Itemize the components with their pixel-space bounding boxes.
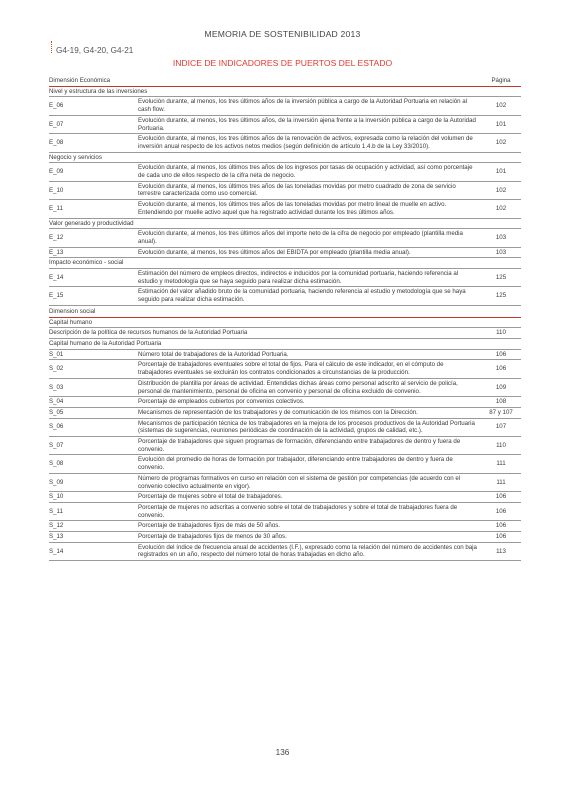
indicator-code: S_09	[49, 473, 136, 491]
indicator-code: S_14	[49, 542, 136, 560]
indicator-code: E_15	[49, 287, 136, 305]
indicator-row	[49, 247, 521, 258]
indicator-row	[49, 473, 521, 491]
indicator-row	[49, 287, 521, 305]
indicator-page: 113	[481, 542, 521, 560]
indicator-page: 106	[481, 492, 521, 503]
subsection-row	[49, 218, 521, 229]
subsection-title: Impacto económico - social	[49, 258, 521, 269]
document-title: MEMORIA DE SOSTENIBILIDAD 2013	[204, 29, 361, 39]
indicator-page: 106	[481, 349, 521, 360]
indicator-description: Porcentaje de trabajadores fijos de menos de 30 años.	[136, 532, 481, 543]
indicator-row	[49, 349, 521, 360]
indicator-page: 106	[481, 532, 521, 543]
policy-description: Descripción de la política de recursos humanos de la Autoridad Portuaria	[49, 328, 481, 339]
indicator-page: 101	[481, 115, 521, 133]
indicator-row	[49, 163, 521, 181]
subsection-title: Capital humano	[49, 317, 521, 328]
indicator-page: 125	[481, 287, 521, 305]
policy-row	[49, 328, 521, 339]
indicator-row	[49, 407, 521, 418]
indicator-description: Evolución durante, al menos, los tres últimos años del importe neto de la cifra de negocio por empleado (plantilla media anual).	[136, 229, 481, 247]
indicator-row	[49, 532, 521, 543]
indicator-code: E_09	[49, 163, 136, 181]
page-number: 136	[275, 748, 290, 757]
indicator-page: 87 y 107	[481, 407, 521, 418]
indicator-page: 102	[481, 134, 521, 152]
indicator-page: 106	[481, 360, 521, 378]
gri-marker	[51, 41, 52, 53]
indicator-table	[49, 74, 521, 561]
indicator-page: 106	[481, 502, 521, 520]
indicator-row	[49, 97, 521, 115]
gri-reference: G4-19, G4-20, G4-21	[56, 46, 134, 55]
indicator-row	[49, 492, 521, 503]
indicator-code: S_10	[49, 492, 136, 503]
indicator-page: 106	[481, 521, 521, 532]
subsection-title: Nivel y estructura de las inversiones	[49, 86, 521, 97]
indicator-code: S_12	[49, 521, 136, 532]
indicator-row	[49, 455, 521, 473]
column-header-page: Página	[481, 74, 521, 86]
column-header-dimension: Dimensión Económica	[49, 74, 481, 86]
index-title: INDICE DE INDICADORES DE PUERTOS DEL ESTADO	[172, 58, 393, 68]
indicator-row	[49, 229, 521, 247]
indicator-code: E_07	[49, 115, 136, 133]
indicator-code: E_12	[49, 229, 136, 247]
indicator-description: Evolución durante, al menos, los tres últimos años de la renovación de activos, expresada como la relación del volumen de inversión anual respecto de los activos netos medios (según definición de artículo 1.4.b de la Ley 33/2010).	[136, 134, 481, 152]
indicator-page: 109	[481, 378, 521, 396]
indicator-description: Mecanismos de participación técnica de los trabajadores en la mejora de los procesos productivos de la Autoridad Portuaria (sistemas de sugerencias, reuniones periódicas de coordinación de la actividad, grupos de calidad, etc.).	[136, 418, 481, 436]
indicator-page: 110	[481, 437, 521, 455]
subsection-row	[49, 338, 521, 349]
indicator-row	[49, 200, 521, 218]
subsection-row	[49, 152, 521, 163]
indicator-code: E_14	[49, 269, 136, 287]
subsection-title: Capital humano de la Autoridad Portuaria	[49, 338, 521, 349]
indicator-description: Evolución durante, al menos, los últimos tres años de las toneladas movidas por metro cuadrado de zona de servicio terrestre caracterizada como uso comercial.	[136, 181, 481, 199]
indicator-code: S_13	[49, 532, 136, 543]
indicator-code: E_13	[49, 247, 136, 258]
indicator-page: 108	[481, 397, 521, 408]
indicator-description: Porcentaje de trabajadores que siguen programas de formación, diferenciando entre trabajadores de dentro y fuera de convenio.	[136, 437, 481, 455]
indicator-page: 103	[481, 247, 521, 258]
indicator-description: Evolución durante, al menos, los últimos tres años de las toneladas movidas por metro lineal de muelle en activo. Entendiendo por muelle activo aquel que ha registrado actividad durante los tres últimos años.	[136, 200, 481, 218]
indicator-code: S_06	[49, 418, 136, 436]
indicator-description: Evolución durante, al menos, los últimos tres años de los ingresos por tasas de ocupación y actividad, así como porcentaje de cada uno de ellos respecto de la cifra neta de negocio.	[136, 163, 481, 181]
indicator-description: Estimación del valor añadido bruto de la comunidad portuaria, haciendo referencia al estudio y metodología que se haya seguido para realizar dicha estimación.	[136, 287, 481, 305]
indicator-page: 102	[481, 200, 521, 218]
indicator-code: S_01	[49, 349, 136, 360]
indicator-code: E_06	[49, 97, 136, 115]
indicator-row	[49, 437, 521, 455]
indicator-description: Porcentaje de mujeres sobre el total de trabajadores.	[136, 492, 481, 503]
indicator-description: Evolución durante, al menos, los tres últimos años, de la inversión ajena frente a la inversión pública a cargo de la Autoridad Portuaria.	[136, 115, 481, 133]
indicator-code: S_04	[49, 397, 136, 408]
indicator-page: 101	[481, 163, 521, 181]
indicator-row	[49, 542, 521, 560]
dimension-row	[49, 305, 521, 317]
subsection-title: Negocio y servicios	[49, 152, 521, 163]
indicator-description: Estimación del número de empleos directos, indirectos e inducidos por la comunidad portuaria, haciendo referencia al estudio y metodología que se haya seguido para realizar dicha estimación.	[136, 269, 481, 287]
indicator-description: Porcentaje de trabajadores eventuales sobre el total de fijos. Para el cálculo de este indicador, en el cómputo de trabajadores eventuales se excluirán los contratos condicionados a circunstancias de la producción.	[136, 360, 481, 378]
indicator-description: Evolución durante, al menos, los tres últimos años de la inversión pública a cargo de la Autoridad Portuaria en relación al cash flow.	[136, 97, 481, 115]
indicator-page: 111	[481, 473, 521, 491]
table-header-row	[49, 74, 521, 86]
indicator-description: Porcentaje de empleados cubiertos por convenios colectivos.	[136, 397, 481, 408]
indicator-description: Mecanismos de representación de los trabajadores y de comunicación de los mismos con la Dirección.	[136, 407, 481, 418]
indicator-code: E_08	[49, 134, 136, 152]
indicator-page: 103	[481, 229, 521, 247]
indicator-description: Número total de trabajadores de la Autoridad Portuaria.	[136, 349, 481, 360]
indicator-row	[49, 418, 521, 436]
subsection-row	[49, 317, 521, 328]
indicator-row	[49, 115, 521, 133]
indicator-code: S_05	[49, 407, 136, 418]
indicator-page: 111	[481, 455, 521, 473]
indicator-row	[49, 397, 521, 408]
dimension-title: Dimension social	[49, 305, 521, 317]
indicator-row	[49, 181, 521, 199]
indicator-page: 125	[481, 269, 521, 287]
indicator-code: S_03	[49, 378, 136, 396]
indicator-code: E_10	[49, 181, 136, 199]
indicator-row	[49, 521, 521, 532]
indicator-page: 102	[481, 181, 521, 199]
subsection-title: Valor generado y productividad	[49, 218, 521, 229]
indicator-page: 107	[481, 418, 521, 436]
subsection-row	[49, 86, 521, 97]
indicator-row	[49, 378, 521, 396]
indicator-description: Porcentaje de trabajadores fijos de más de 50 años.	[136, 521, 481, 532]
indicator-row	[49, 360, 521, 378]
indicator-code: S_11	[49, 502, 136, 520]
indicator-code: S_02	[49, 360, 136, 378]
indicator-code: S_08	[49, 455, 136, 473]
indicator-row	[49, 134, 521, 152]
indicator-description: Evolución durante, al menos, los tres últimos años del EBIDTA por empleado (plantilla media anual).	[136, 247, 481, 258]
indicator-code: S_07	[49, 437, 136, 455]
indicator-description: Distribución de plantilla por áreas de actividad. Entendidas dichas áreas como personal adscrito al servicio de policía, personal de mantenimiento, personal de oficina en convenio y personal de oficina excluido de convenio.	[136, 378, 481, 396]
indicator-description: Evolución del índice de frecuencia anual de accidentes (I.F.), expresado como la relación del número de accidentes con baja registrados en un año, respecto del número total de horas trabajadas en dicho año.	[136, 542, 481, 560]
indicator-description: Evolución del promedio de horas de formación por trabajador, diferenciando entre trabajadores de dentro y fuera de convenio.	[136, 455, 481, 473]
subsection-row	[49, 258, 521, 269]
indicator-code: E_11	[49, 200, 136, 218]
policy-page: 110	[481, 328, 521, 339]
indicator-description: Porcentaje de mujeres no adscritas a convenio sobre el total de trabajadores y sobre el total de trabajadores fuera de convenio.	[136, 502, 481, 520]
indicator-page: 102	[481, 97, 521, 115]
indicator-description: Número de programas formativos en curso en relación con el sistema de gestión por competencias (de acuerdo con el convenio colectivo actualmente en vigor).	[136, 473, 481, 491]
indicator-row	[49, 502, 521, 520]
indicator-row	[49, 269, 521, 287]
